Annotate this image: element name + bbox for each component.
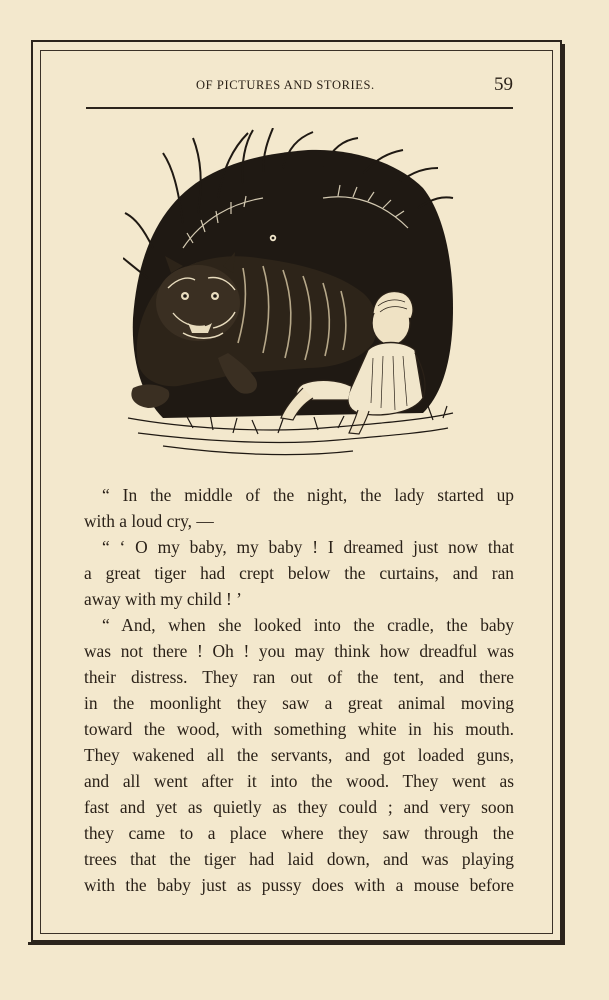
text-line: trees that the tiger had laid down, and was playing: [84, 849, 514, 869]
paragraph-2: [84, 534, 514, 612]
text-line: in the moonlight they saw a great animal moving: [84, 693, 514, 713]
text-line: “ ‘ O my baby, my baby ! I dreamed just now that: [102, 537, 514, 557]
text-line: toward the wood, with something white in his mouth.: [84, 719, 514, 739]
running-head-title: OF PICTURES AND STORIES.: [196, 78, 375, 92]
body-text: [84, 482, 514, 898]
text-line: they came to a place where they saw through the: [84, 823, 514, 843]
page-border-shadow-right: [562, 44, 565, 942]
text-line: They wakened all the servants, and got loaded guns,: [84, 745, 514, 765]
text-line: “ In the middle of the night, the lady started up: [102, 485, 514, 505]
text-line: with a loud cry, —: [84, 511, 214, 531]
running-head: [86, 76, 513, 98]
tiger-and-child-engraving: [123, 128, 458, 463]
text-line: “ And, when she looked into the cradle, the baby: [102, 615, 514, 635]
text-line: with the baby just as pussy does with a mouse before: [84, 875, 514, 895]
text-line: fast and yet as quietly as they could ; and very soon: [84, 797, 514, 817]
text-line: away with my child ! ’: [84, 589, 242, 609]
text-line: and all went after it into the wood. They went as: [84, 771, 514, 791]
text-line: was not there ! Oh ! you may think how dreadful was: [84, 641, 514, 661]
page-border-shadow-bottom: [28, 942, 565, 945]
paragraph-1: [84, 482, 514, 534]
page-number: 59: [494, 74, 513, 95]
paragraph-3: [84, 612, 514, 898]
header-rule: [86, 107, 513, 109]
text-line: their distress. They ran out of the tent, and there: [84, 667, 514, 687]
text-line: a great tiger had crept below the curtains, and ran: [84, 563, 514, 583]
